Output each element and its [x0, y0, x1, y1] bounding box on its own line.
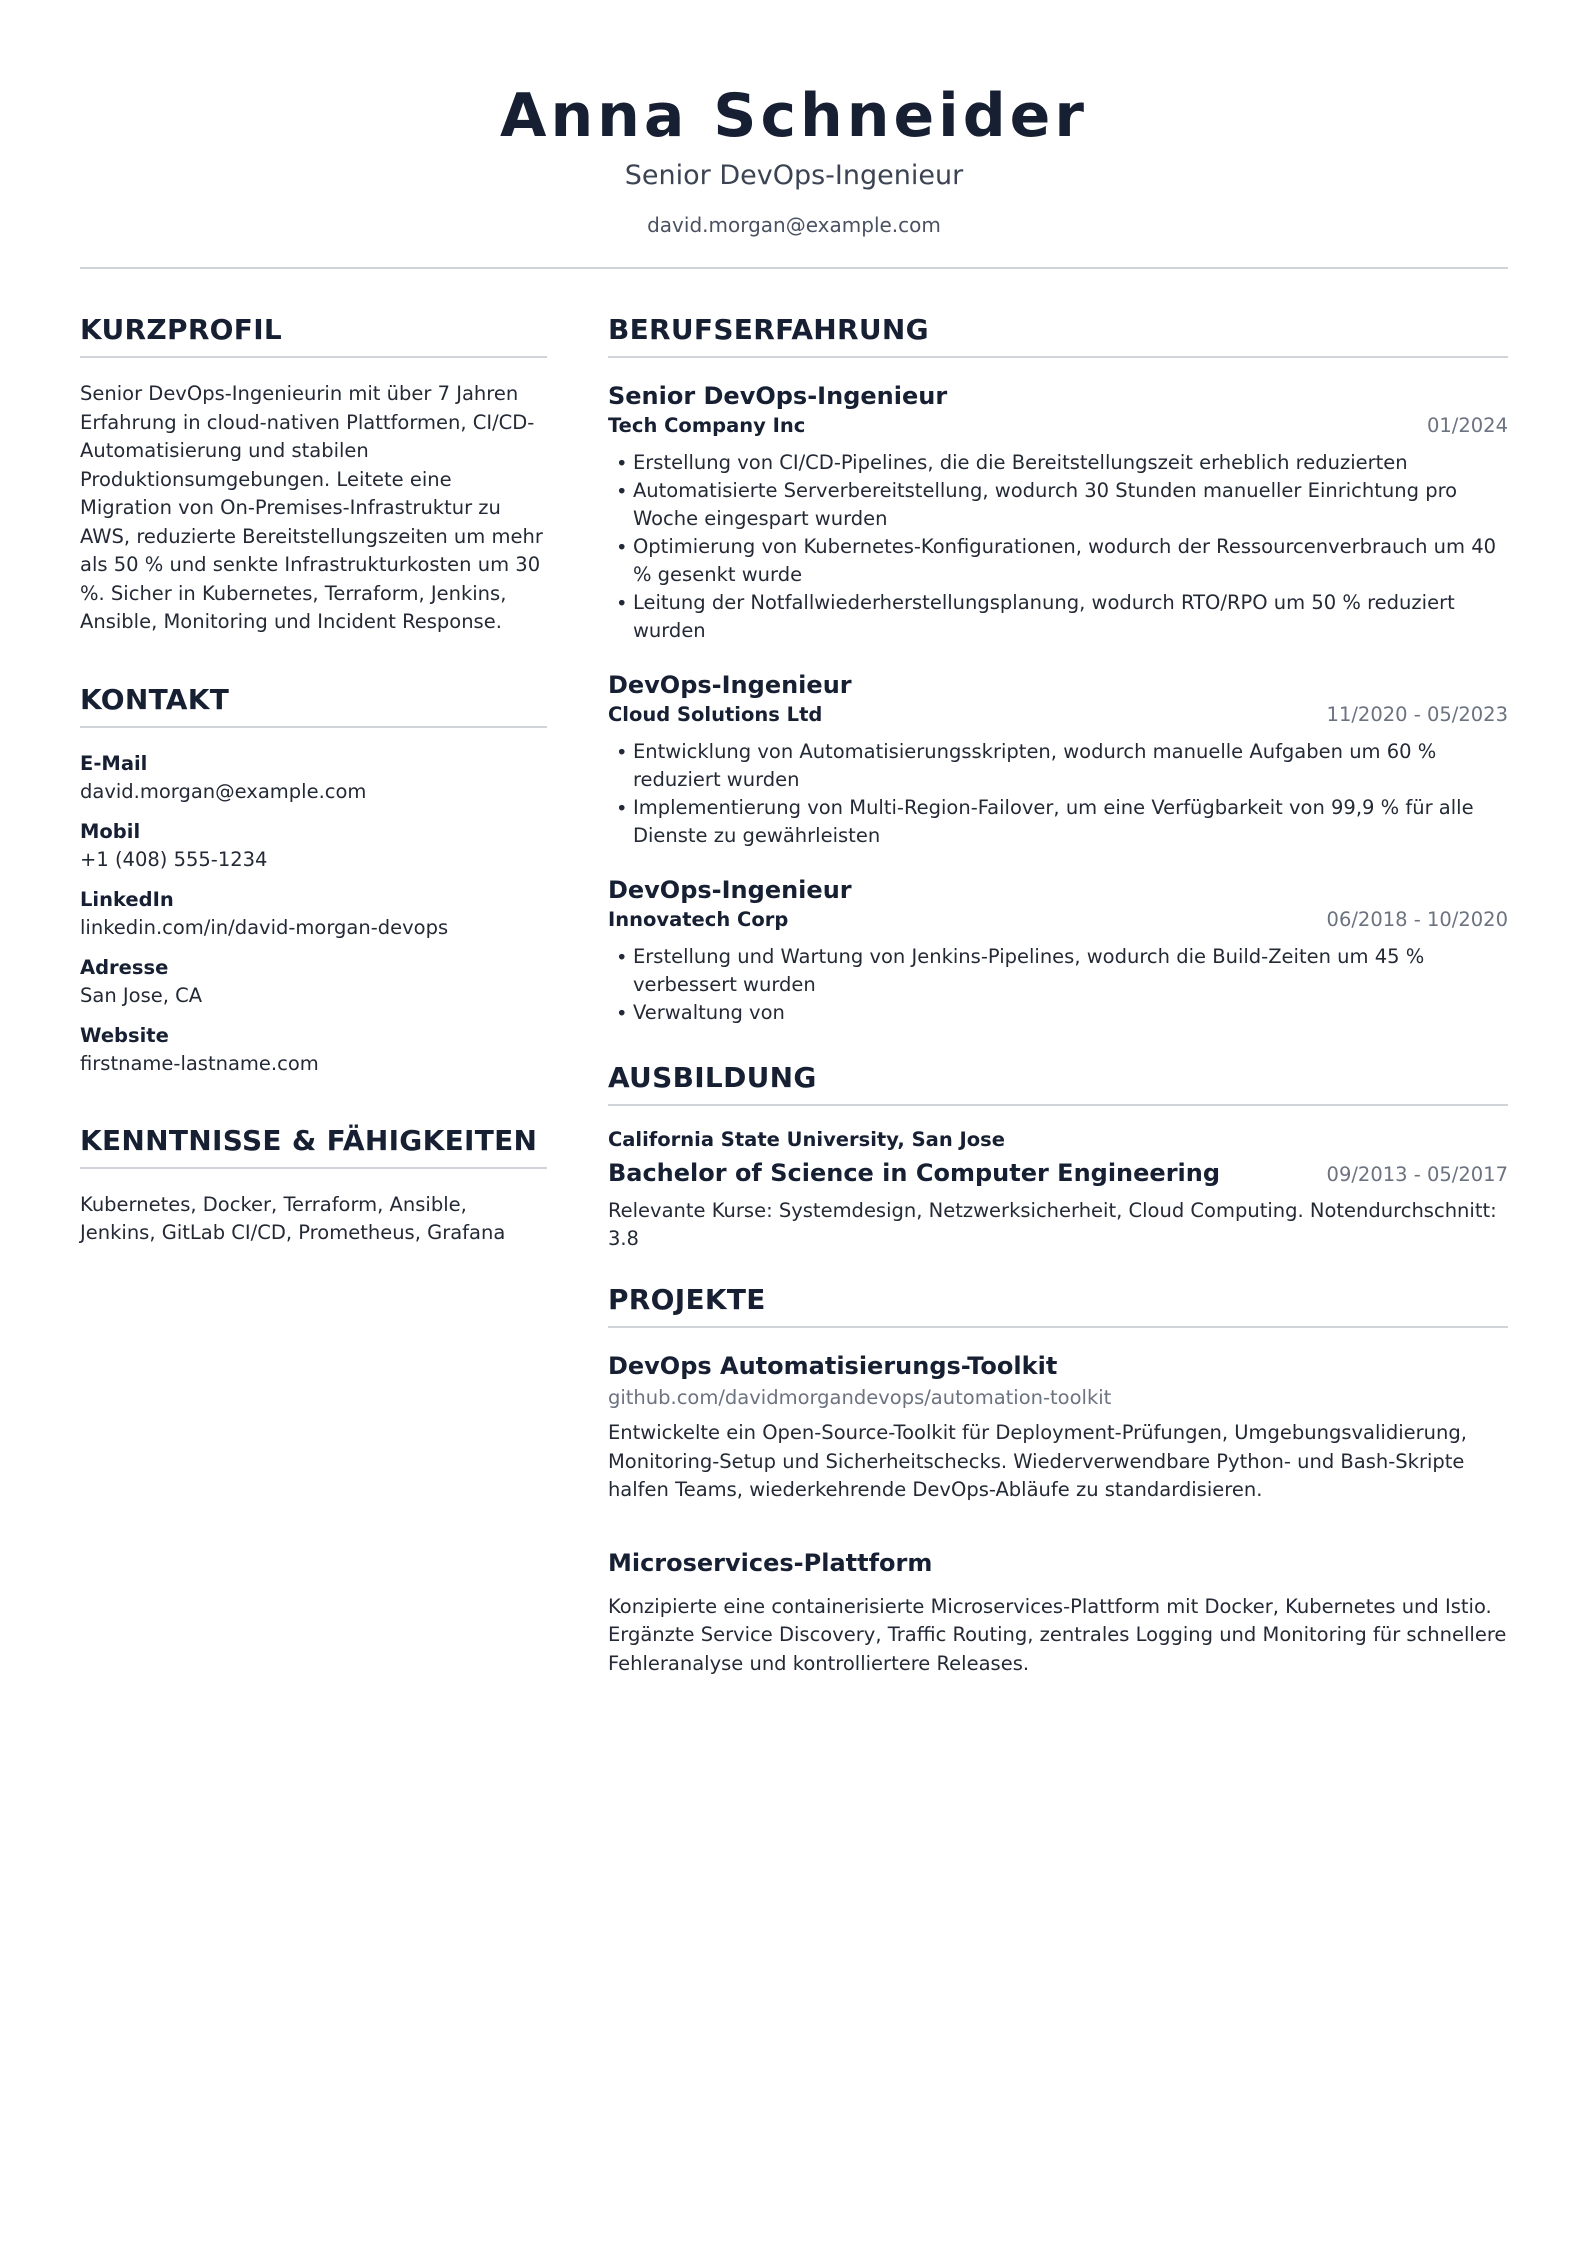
job-bullet: • Automatisierte Serverbereitstellung, wodurch 30 Stunden manueller Einrichtung pro Woche eingespart wurden: [608, 477, 1508, 533]
contact-heading: KONTAKT: [80, 683, 547, 728]
projects-section: [608, 1283, 1508, 1678]
job-title: Senior DevOps-Ingenieur: [607, 382, 948, 410]
job-entry: [608, 380, 1508, 645]
job-dates: 06/2018 - 10/2020: [1326, 908, 1508, 931]
resume-header: [80, 0, 1508, 269]
right-column: [608, 313, 1508, 1724]
job-title: DevOps-Ingenieur: [607, 876, 852, 904]
summary-section: [80, 313, 547, 637]
job-meta: [608, 414, 1508, 437]
education-note: Relevante Kurse: Systemdesign, Netzwerksicherheit, Cloud Computing. Notendurchschnitt: 3.8: [607, 1199, 1497, 1250]
job-bullets: [608, 738, 1508, 850]
job-bullets: [608, 943, 1508, 1027]
job-bullets: [608, 449, 1508, 645]
education-heading: AUSBILDUNG: [608, 1061, 1508, 1106]
education-dates: 09/2013 - 05/2017: [1326, 1163, 1508, 1186]
job-dates: 01/2024: [1426, 414, 1508, 437]
contact-label: Website: [80, 1023, 169, 1047]
job-entry: [608, 874, 1508, 1027]
contact-value: firstname-lastname.com: [80, 1051, 319, 1075]
skills-section: [80, 1124, 547, 1248]
education-school: California State University, San Jose: [607, 1128, 1005, 1151]
contact-section: [80, 683, 547, 1078]
resume-columns: [80, 313, 1508, 1724]
experience-section: [608, 313, 1508, 1027]
job-company: Tech Company Inc: [607, 414, 806, 437]
contact-item-address: [80, 954, 547, 1010]
header-divider: [80, 267, 1508, 269]
contact-value: +1 (408) 555-1234: [80, 847, 268, 871]
job-bullet: • Erstellung von CI/CD-Pipelines, die die Bereitstellungszeit erheblich reduzierten: [608, 449, 1508, 477]
job-meta: [608, 703, 1508, 726]
job-bullet: • Erstellung und Wartung von Jenkins-Pipelines, wodurch die Build-Zeiten um 45 % verbessert wurden: [608, 943, 1508, 999]
education-section: [608, 1061, 1508, 1253]
skills-text: Kubernetes, Docker, Terraform, Ansible, Jenkins, GitLab CI/CD, Prometheus, Grafana: [80, 1192, 506, 1244]
project-entry: [608, 1350, 1508, 1505]
contact-label: E-Mail: [80, 751, 148, 775]
contact-label: Adresse: [80, 955, 169, 979]
contact-item-mobile: [80, 818, 547, 874]
contact-value: david.morgan@example.com: [80, 779, 367, 803]
job-meta: [608, 908, 1508, 931]
project-title: Microservices-Plattform: [607, 1548, 933, 1577]
education-row: [608, 1159, 1508, 1187]
project-title: DevOps Automatisierungs-Toolkit: [607, 1352, 1058, 1380]
skills-heading: KENNTNISSE & FÄHIGKEITEN: [80, 1124, 547, 1169]
job-company: Innovatech Corp: [607, 908, 789, 931]
contact-item-email: [80, 750, 547, 806]
job-bullet: • Leitung der Notfallwiederherstellungsplanung, wodurch RTO/RPO um 50 % reduziert wurden: [608, 589, 1508, 645]
contact-item-linkedin: [80, 886, 547, 942]
education-degree: Bachelor of Science in Computer Engineering: [607, 1159, 1221, 1187]
job-company: Cloud Solutions Ltd: [607, 703, 823, 726]
contact-item-website: [80, 1022, 547, 1078]
contact-label: LinkedIn: [80, 887, 174, 911]
project-description: Entwickelte ein Open-Source-Toolkit für Deployment-Prüfungen, Umgebungsvalidierung, Monitoring-Setup und Sicherheitschecks. Wiederverwendbare Python- und Bash-Skripte halfen Teams, wiederkehrende DevOps-Abläufe zu standardisieren.: [607, 1421, 1467, 1501]
summary-text: Senior DevOps-Ingenieurin mit über 7 Jahren Erfahrung in cloud-nativen Plattformen, CI/CD-Automatisierung und stabilen Produktionsumgebungen. Leitete eine Migration von On-Premises-Infrastruktur zu AWS, reduzierte Bereitstellungszeiten um mehr als 50 % und senkte Infrastrukturkosten um 30 %. Sicher in Kubernetes, Terraform, Jenkins, Ansible, Monitoring und Incident Response.: [80, 382, 543, 633]
left-column: [80, 313, 547, 1724]
contact-label: Mobil: [80, 819, 141, 843]
job-entry: [608, 669, 1508, 850]
job-bullet: • Verwaltung von: [608, 999, 1508, 1027]
project-description: Konzipierte eine containerisierte Microservices-Plattform mit Docker, Kubernetes und Istio. Ergänzte Service Discovery, Traffic Routing, zentrales Logging und Monitoring für schnellere Fehleranalyse und kontrolliertere Releases.: [607, 1594, 1507, 1675]
project-entry: [608, 1547, 1508, 1679]
candidate-title: Senior DevOps-Ingenieur: [624, 160, 964, 191]
projects-heading: PROJEKTE: [608, 1283, 1508, 1328]
summary-heading: KURZPROFIL: [80, 313, 547, 358]
candidate-name: Anna Schneider: [500, 81, 1088, 151]
header-email: david.morgan@example.com: [647, 213, 941, 237]
project-link[interactable]: github.com/davidmorgandevops/automation-toolkit: [607, 1386, 1112, 1409]
contact-value: San Jose, CA: [80, 983, 203, 1007]
job-bullet: • Optimierung von Kubernetes-Konfigurationen, wodurch der Ressourcenverbrauch um 40 % gesenkt wurde: [608, 533, 1508, 589]
experience-heading: BERUFSERFAHRUNG: [608, 313, 1508, 358]
job-title: DevOps-Ingenieur: [607, 671, 852, 699]
job-dates: 11/2020 - 05/2023: [1326, 703, 1508, 726]
job-bullet: • Entwicklung von Automatisierungsskripten, wodurch manuelle Aufgaben um 60 % reduziert wurden: [608, 738, 1508, 794]
contact-value: linkedin.com/in/david-morgan-devops: [80, 915, 449, 939]
job-bullet: • Implementierung von Multi-Region-Failover, um eine Verfügbarkeit von 99,9 % für alle Dienste zu gewährleisten: [608, 794, 1508, 850]
